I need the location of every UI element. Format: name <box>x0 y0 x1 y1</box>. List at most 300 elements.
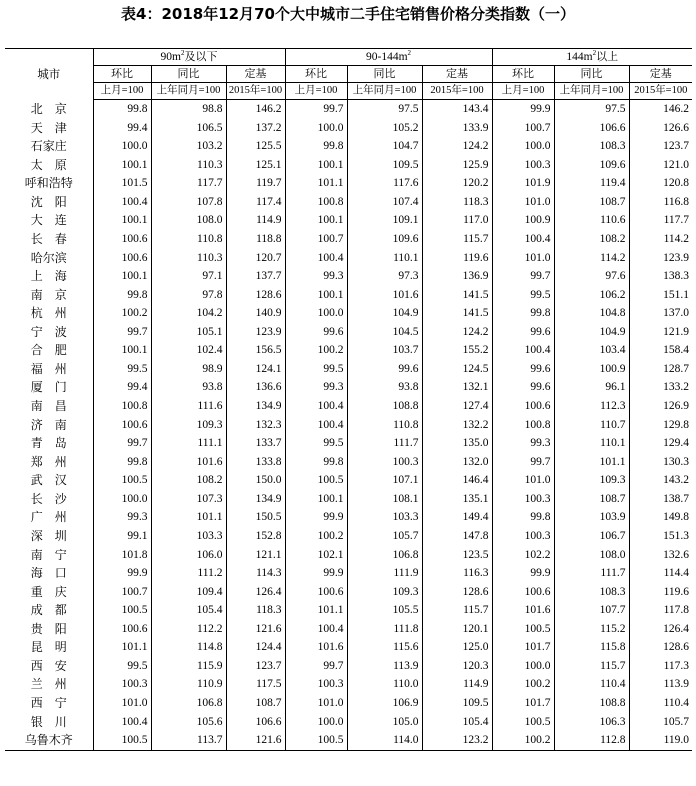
table-row <box>5 193 692 212</box>
value-cell: 99.1 <box>93 527 151 546</box>
value-cell: 123.7 <box>226 657 285 676</box>
value-cell: 112.3 <box>554 397 629 416</box>
value-cell: 99.8 <box>285 453 347 472</box>
value-cell: 100.8 <box>285 193 347 212</box>
value-cell: 97.1 <box>151 267 226 286</box>
city-cell: 石家庄 <box>30 139 67 154</box>
table-row <box>5 119 692 138</box>
value-cell: 100.0 <box>285 713 347 732</box>
value-cell: 119.4 <box>554 174 629 193</box>
value-cell: 102.2 <box>492 546 554 565</box>
value-cell: 119.6 <box>629 583 692 602</box>
city-cell: 西 安 <box>30 658 67 673</box>
value-cell: 100.4 <box>285 416 347 435</box>
value-cell: 100.6 <box>285 583 347 602</box>
value-cell: 104.9 <box>554 323 629 342</box>
value-cell: 123.9 <box>226 323 285 342</box>
value-cell: 100.9 <box>554 360 629 379</box>
value-cell: 137.7 <box>226 267 285 286</box>
value-cell: 103.7 <box>347 341 422 360</box>
value-cell: 99.5 <box>93 657 151 676</box>
value-cell: 101.6 <box>347 286 422 305</box>
table-row <box>5 620 692 639</box>
value-cell: 113.7 <box>151 731 226 750</box>
value-cell: 126.6 <box>629 119 692 138</box>
value-cell: 105.4 <box>422 713 492 732</box>
sub-header-base: 定基 <box>422 66 492 83</box>
value-cell: 110.8 <box>151 230 226 249</box>
value-cell: 114.9 <box>422 675 492 694</box>
value-cell: 110.4 <box>554 675 629 694</box>
value-cell: 117.3 <box>629 657 692 676</box>
value-cell: 106.5 <box>151 119 226 138</box>
value-cell: 106.8 <box>347 546 422 565</box>
value-cell: 110.0 <box>347 675 422 694</box>
value-cell: 138.3 <box>629 267 692 286</box>
value-cell: 99.3 <box>492 434 554 453</box>
value-cell: 108.7 <box>226 694 285 713</box>
value-cell: 100.2 <box>285 341 347 360</box>
value-cell: 133.7 <box>226 434 285 453</box>
value-cell: 114.0 <box>347 731 422 750</box>
table-row <box>5 675 692 694</box>
value-cell: 114.4 <box>629 564 692 583</box>
value-cell: 115.7 <box>422 230 492 249</box>
value-cell: 100.1 <box>285 211 347 230</box>
value-cell: 100.2 <box>492 731 554 750</box>
group-header-text: 90m <box>160 51 181 63</box>
value-cell: 110.4 <box>629 694 692 713</box>
city-cell: 昆 明 <box>30 640 67 655</box>
value-cell: 109.1 <box>347 211 422 230</box>
value-cell: 111.7 <box>554 564 629 583</box>
base-header-base: 2015年=100 <box>226 83 285 100</box>
value-cell: 137.0 <box>629 304 692 323</box>
value-cell: 100.1 <box>93 211 151 230</box>
value-cell: 100.0 <box>93 490 151 509</box>
value-cell: 136.9 <box>422 267 492 286</box>
value-cell: 110.8 <box>347 416 422 435</box>
table-row <box>5 378 692 397</box>
value-cell: 102.4 <box>151 341 226 360</box>
value-cell: 141.5 <box>422 304 492 323</box>
value-cell: 99.6 <box>492 323 554 342</box>
value-cell: 117.6 <box>347 174 422 193</box>
value-cell: 106.2 <box>554 286 629 305</box>
group-header-text: 144m <box>566 51 593 63</box>
value-cell: 100.0 <box>492 657 554 676</box>
city-cell: 南 宁 <box>30 547 67 562</box>
table-row <box>5 713 692 732</box>
value-cell: 100.1 <box>285 156 347 175</box>
value-cell: 99.5 <box>93 360 151 379</box>
city-cell: 西 宁 <box>30 696 67 710</box>
value-cell: 109.3 <box>347 583 422 602</box>
value-cell: 98.8 <box>151 100 226 119</box>
value-cell: 112.8 <box>554 731 629 750</box>
base-header-mom: 上月=100 <box>93 83 151 100</box>
value-cell: 99.8 <box>492 508 554 527</box>
value-cell: 105.4 <box>151 601 226 620</box>
value-cell: 108.1 <box>347 490 422 509</box>
value-cell: 120.7 <box>226 249 285 268</box>
sub-header-mom: 环比 <box>93 66 151 83</box>
city-cell: 兰 州 <box>30 677 67 692</box>
value-cell: 99.5 <box>492 286 554 305</box>
city-cell: 哈尔滨 <box>30 250 67 265</box>
value-cell: 99.9 <box>93 564 151 583</box>
table-row <box>5 137 692 156</box>
value-cell: 100.1 <box>93 341 151 360</box>
value-cell: 100.1 <box>285 490 347 509</box>
value-cell: 146.2 <box>226 100 285 119</box>
value-cell: 129.4 <box>629 434 692 453</box>
value-cell: 100.4 <box>93 193 151 212</box>
value-cell: 107.3 <box>151 490 226 509</box>
value-cell: 99.9 <box>285 508 347 527</box>
value-cell: 110.3 <box>151 249 226 268</box>
sub-header-yoy: 同比 <box>554 66 629 83</box>
value-cell: 99.7 <box>93 323 151 342</box>
value-cell: 113.9 <box>347 657 422 676</box>
city-cell: 广 州 <box>30 510 67 525</box>
city-cell: 银 川 <box>30 714 67 729</box>
value-cell: 117.0 <box>422 211 492 230</box>
value-cell: 109.5 <box>347 156 422 175</box>
value-cell: 136.6 <box>226 378 285 397</box>
value-cell: 114.8 <box>151 638 226 657</box>
value-cell: 105.7 <box>347 527 422 546</box>
table-row <box>5 490 692 509</box>
city-cell: 济 南 <box>30 417 67 432</box>
value-cell: 108.8 <box>554 694 629 713</box>
table-row <box>5 434 692 453</box>
city-cell: 南 昌 <box>30 399 67 413</box>
value-cell: 117.8 <box>629 601 692 620</box>
sub-header-mom: 环比 <box>492 66 554 83</box>
value-cell: 115.2 <box>554 620 629 639</box>
value-cell: 99.3 <box>93 508 151 527</box>
city-cell: 上 海 <box>30 269 67 284</box>
value-cell: 115.9 <box>151 657 226 676</box>
value-cell: 97.5 <box>554 100 629 119</box>
value-cell: 149.4 <box>422 508 492 527</box>
value-cell: 128.6 <box>422 583 492 602</box>
value-cell: 99.8 <box>492 304 554 323</box>
value-cell: 147.8 <box>422 527 492 546</box>
value-cell: 100.6 <box>93 620 151 639</box>
value-cell: 105.0 <box>347 713 422 732</box>
value-cell: 123.2 <box>422 731 492 750</box>
value-cell: 101.1 <box>151 508 226 527</box>
value-cell: 102.1 <box>285 546 347 565</box>
value-cell: 100.2 <box>93 304 151 323</box>
value-cell: 120.8 <box>629 174 692 193</box>
city-cell: 天 津 <box>30 120 67 135</box>
city-cell: 深 圳 <box>30 528 67 543</box>
value-cell: 135.0 <box>422 434 492 453</box>
value-cell: 97.8 <box>151 286 226 305</box>
base-header-yoy: 上年同月=100 <box>151 83 226 100</box>
city-cell: 长 沙 <box>30 491 67 506</box>
price-index-table <box>5 48 692 751</box>
value-cell: 110.3 <box>151 156 226 175</box>
value-cell: 126.9 <box>629 397 692 416</box>
value-cell: 112.2 <box>151 620 226 639</box>
value-cell: 105.7 <box>629 713 692 732</box>
city-cell: 宁 波 <box>30 324 67 339</box>
value-cell: 100.3 <box>492 527 554 546</box>
value-cell: 100.0 <box>285 119 347 138</box>
value-cell: 93.8 <box>151 378 226 397</box>
value-cell: 155.2 <box>422 341 492 360</box>
value-cell: 101.0 <box>492 471 554 490</box>
value-cell: 118.3 <box>422 193 492 212</box>
value-cell: 105.1 <box>151 323 226 342</box>
table-row <box>5 583 692 602</box>
table-row <box>5 286 692 305</box>
city-cell: 南 京 <box>30 287 67 302</box>
value-cell: 128.6 <box>226 286 285 305</box>
value-cell: 100.4 <box>285 620 347 639</box>
value-cell: 124.4 <box>226 638 285 657</box>
value-cell: 109.5 <box>422 694 492 713</box>
value-cell: 99.8 <box>285 137 347 156</box>
table-row <box>5 100 692 119</box>
superscript: 2 <box>180 49 185 57</box>
group-header-text: 以上 <box>596 50 619 63</box>
value-cell: 100.1 <box>93 267 151 286</box>
sub-header-base: 定基 <box>226 66 285 83</box>
value-cell: 101.0 <box>492 249 554 268</box>
value-cell: 121.6 <box>226 731 285 750</box>
value-cell: 121.0 <box>629 156 692 175</box>
base-header-mom: 上月=100 <box>285 83 347 100</box>
sub-header-yoy: 同比 <box>151 66 226 83</box>
table-row <box>5 267 692 286</box>
value-cell: 114.3 <box>226 564 285 583</box>
value-cell: 151.3 <box>629 527 692 546</box>
city-cell: 郑 州 <box>30 454 67 469</box>
value-cell: 104.2 <box>151 304 226 323</box>
group-header-text: 及以下 <box>184 50 218 63</box>
value-cell: 100.3 <box>347 453 422 472</box>
table-row <box>5 471 692 490</box>
value-cell: 116.8 <box>629 193 692 212</box>
value-cell: 104.7 <box>347 137 422 156</box>
value-cell: 101.7 <box>492 638 554 657</box>
value-cell: 110.7 <box>554 416 629 435</box>
city-cell: 合 肥 <box>30 343 67 358</box>
value-cell: 101.0 <box>492 193 554 212</box>
value-cell: 101.1 <box>285 601 347 620</box>
table-header <box>5 49 692 100</box>
base-header-yoy: 上年同月=100 <box>347 83 422 100</box>
table-row <box>5 546 692 565</box>
value-cell: 119.7 <box>226 174 285 193</box>
value-cell: 121.9 <box>629 323 692 342</box>
table-row <box>5 453 692 472</box>
value-cell: 108.3 <box>554 583 629 602</box>
value-cell: 99.7 <box>93 434 151 453</box>
city-cell: 呼和浩特 <box>24 176 73 191</box>
value-cell: 108.0 <box>554 546 629 565</box>
value-cell: 98.9 <box>151 360 226 379</box>
value-cell: 103.2 <box>151 137 226 156</box>
value-cell: 100.7 <box>93 583 151 602</box>
value-cell: 99.3 <box>285 267 347 286</box>
value-cell: 108.3 <box>554 137 629 156</box>
superscript: 2 <box>407 49 412 57</box>
value-cell: 140.9 <box>226 304 285 323</box>
value-cell: 137.2 <box>226 119 285 138</box>
value-cell: 100.5 <box>93 601 151 620</box>
city-cell: 大 连 <box>30 213 67 228</box>
value-cell: 100.0 <box>93 137 151 156</box>
value-cell: 109.4 <box>151 583 226 602</box>
group-header-90-144 <box>285 49 492 66</box>
value-cell: 101.5 <box>93 174 151 193</box>
value-cell: 109.3 <box>554 471 629 490</box>
value-cell: 115.7 <box>422 601 492 620</box>
value-cell: 125.1 <box>226 156 285 175</box>
value-cell: 114.9 <box>226 211 285 230</box>
value-cell: 111.9 <box>347 564 422 583</box>
value-cell: 107.4 <box>347 193 422 212</box>
value-cell: 114.2 <box>629 230 692 249</box>
table-row <box>5 211 692 230</box>
value-cell: 109.3 <box>151 416 226 435</box>
value-cell: 106.3 <box>554 713 629 732</box>
value-cell: 109.6 <box>554 156 629 175</box>
value-cell: 115.7 <box>554 657 629 676</box>
value-cell: 135.1 <box>422 490 492 509</box>
table-row <box>5 564 692 583</box>
value-cell: 100.3 <box>285 675 347 694</box>
value-cell: 138.7 <box>629 490 692 509</box>
value-cell: 127.4 <box>422 397 492 416</box>
value-cell: 149.8 <box>629 508 692 527</box>
value-cell: 105.2 <box>347 119 422 138</box>
table-row <box>5 156 692 175</box>
city-column-header: 城市 <box>5 49 93 100</box>
value-cell: 99.4 <box>93 119 151 138</box>
value-cell: 107.8 <box>151 193 226 212</box>
group-header-under-90 <box>93 49 285 66</box>
value-cell: 125.9 <box>422 156 492 175</box>
value-cell: 143.2 <box>629 471 692 490</box>
value-cell: 111.2 <box>151 564 226 583</box>
value-cell: 108.8 <box>347 397 422 416</box>
value-cell: 128.6 <box>629 638 692 657</box>
value-cell: 151.1 <box>629 286 692 305</box>
value-cell: 120.1 <box>422 620 492 639</box>
value-cell: 114.2 <box>554 249 629 268</box>
value-cell: 123.7 <box>629 137 692 156</box>
value-cell: 100.3 <box>93 675 151 694</box>
value-cell: 101.0 <box>93 694 151 713</box>
value-cell: 109.6 <box>347 230 422 249</box>
value-cell: 143.4 <box>422 100 492 119</box>
value-cell: 105.6 <box>151 713 226 732</box>
value-cell: 100.1 <box>93 156 151 175</box>
base-header-yoy: 上年同月=100 <box>554 83 629 100</box>
value-cell: 134.9 <box>226 397 285 416</box>
value-cell: 97.5 <box>347 100 422 119</box>
table-row <box>5 174 692 193</box>
value-cell: 107.1 <box>347 471 422 490</box>
value-cell: 103.3 <box>347 508 422 527</box>
table-row <box>5 230 692 249</box>
value-cell: 93.8 <box>347 378 422 397</box>
group-header-text: 90-144m <box>366 51 408 63</box>
value-cell: 99.9 <box>492 564 554 583</box>
value-cell: 152.8 <box>226 527 285 546</box>
table-row <box>5 397 692 416</box>
sub-header-base: 定基 <box>629 66 692 83</box>
value-cell: 99.8 <box>93 100 151 119</box>
table-row <box>5 249 692 268</box>
value-cell: 100.8 <box>492 416 554 435</box>
value-cell: 103.4 <box>554 341 629 360</box>
table-row <box>5 527 692 546</box>
value-cell: 150.0 <box>226 471 285 490</box>
value-cell: 99.5 <box>285 360 347 379</box>
value-cell: 146.2 <box>629 100 692 119</box>
value-cell: 99.8 <box>93 286 151 305</box>
value-cell: 119.6 <box>422 249 492 268</box>
value-cell: 100.5 <box>285 731 347 750</box>
value-cell: 101.1 <box>285 174 347 193</box>
city-cell: 成 都 <box>30 603 67 618</box>
value-cell: 101.8 <box>93 546 151 565</box>
value-cell: 99.7 <box>492 453 554 472</box>
value-cell: 106.0 <box>151 546 226 565</box>
value-cell: 100.5 <box>492 713 554 732</box>
value-cell: 100.6 <box>492 397 554 416</box>
value-cell: 120.3 <box>422 657 492 676</box>
value-cell: 99.6 <box>492 360 554 379</box>
value-cell: 99.3 <box>285 378 347 397</box>
value-cell: 100.5 <box>285 471 347 490</box>
value-cell: 97.6 <box>554 267 629 286</box>
value-cell: 121.6 <box>226 620 285 639</box>
value-cell: 124.5 <box>422 360 492 379</box>
table-row <box>5 601 692 620</box>
base-header-mom: 上月=100 <box>492 83 554 100</box>
value-cell: 117.7 <box>151 174 226 193</box>
value-cell: 100.8 <box>93 397 151 416</box>
table-title: 表4：2018年12月70个大中城市二手住宅销售价格分类指数（一） <box>121 5 575 23</box>
value-cell: 99.8 <box>93 453 151 472</box>
city-cell: 武 汉 <box>30 473 67 488</box>
value-cell: 99.6 <box>492 378 554 397</box>
value-cell: 100.2 <box>492 675 554 694</box>
value-cell: 100.3 <box>492 490 554 509</box>
value-cell: 123.9 <box>629 249 692 268</box>
value-cell: 108.7 <box>554 193 629 212</box>
value-cell: 108.0 <box>151 211 226 230</box>
city-cell: 长 春 <box>30 231 67 246</box>
city-cell: 海 口 <box>30 566 67 581</box>
value-cell: 110.9 <box>151 675 226 694</box>
value-cell: 106.6 <box>226 713 285 732</box>
value-cell: 133.8 <box>226 453 285 472</box>
value-cell: 104.8 <box>554 304 629 323</box>
value-cell: 124.2 <box>422 137 492 156</box>
table-row <box>5 694 692 713</box>
value-cell: 126.4 <box>226 583 285 602</box>
